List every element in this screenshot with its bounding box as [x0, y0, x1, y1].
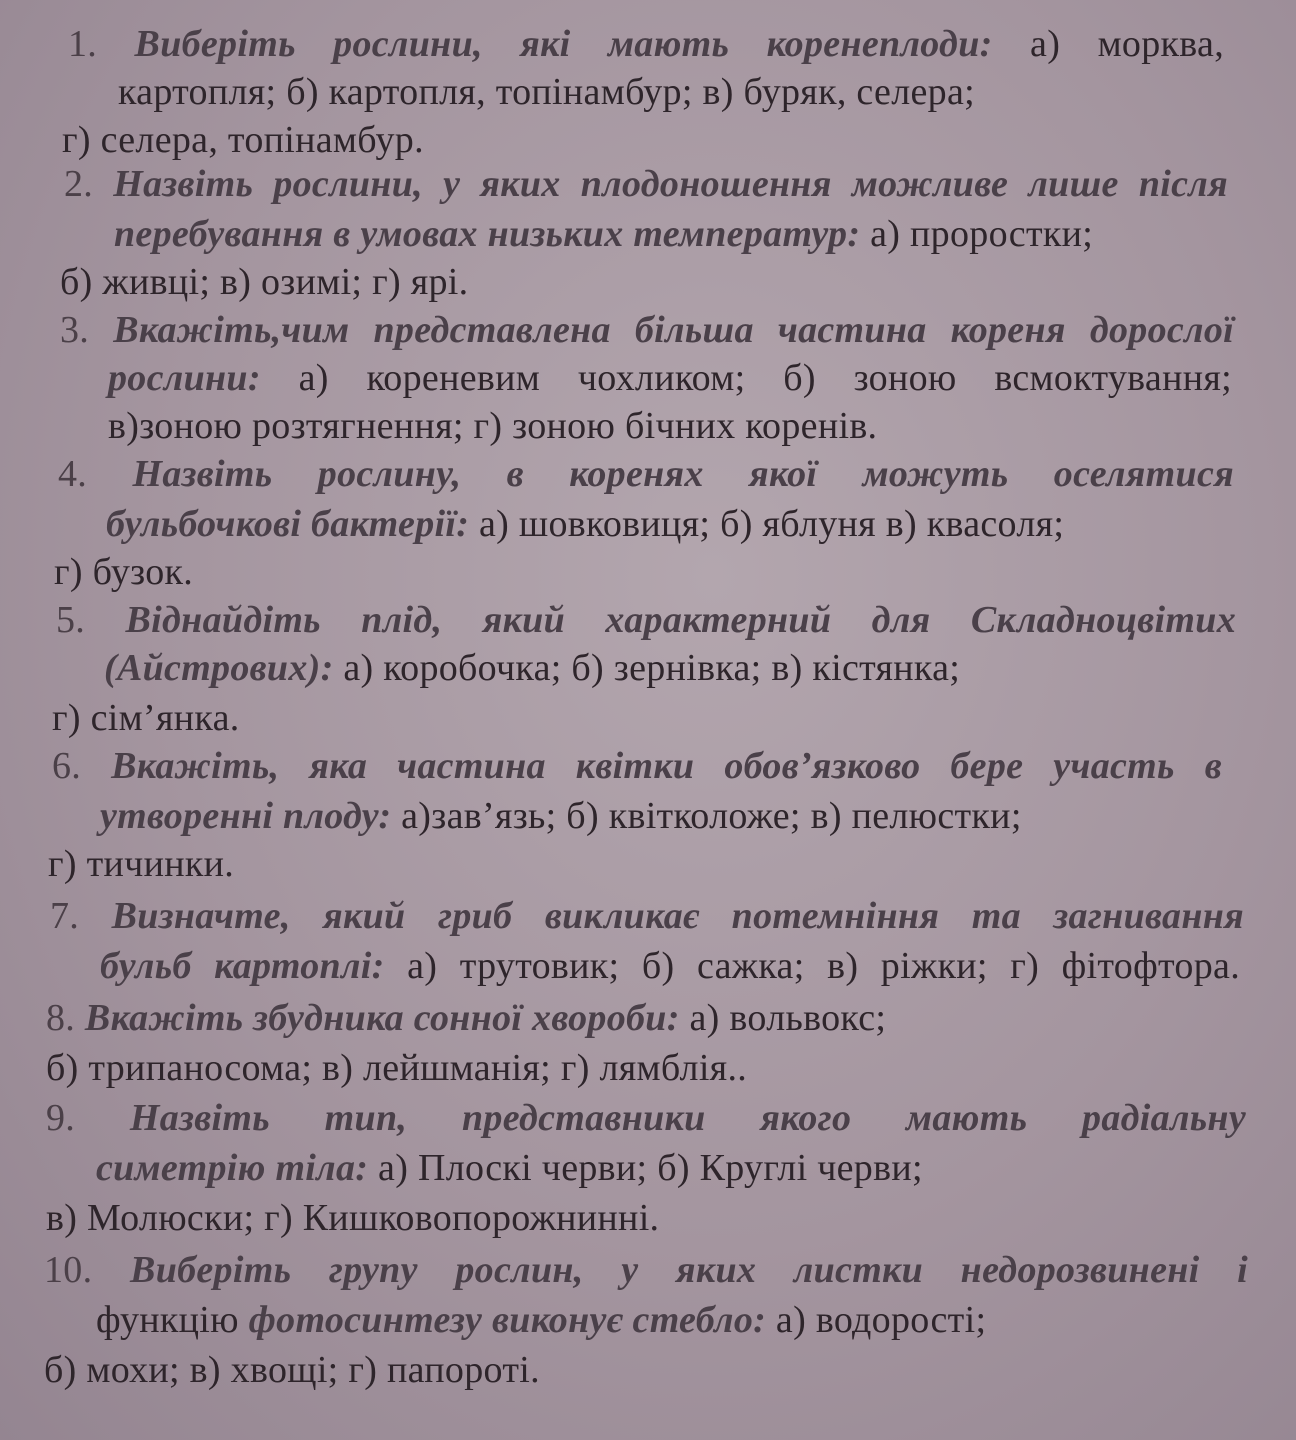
question-number: 3. [60, 309, 90, 351]
question-1-line-2 [118, 68, 975, 116]
answer-text: а)зав’язь; б) квітколоже; в) пелюстки; [401, 795, 1022, 837]
answer-text: б) мохи; в) хвощі; г) папороті. [44, 1349, 540, 1391]
answer-text: а) трутовик; б) сажка; в) ріжки; г) фітофтора. [407, 945, 1240, 987]
question-9-line-1 [46, 1094, 1246, 1142]
answer-text: г) селера, топінамбур. [62, 119, 424, 161]
question-8-line-2 [46, 1044, 747, 1092]
question-3-line-3 [108, 402, 877, 450]
answer-text: а) коробочка; б) зернівка; в) кістянка; [343, 647, 961, 689]
question-number: 6. [52, 745, 82, 787]
question-number: 2. [64, 163, 94, 205]
question-text: рослини: [108, 357, 261, 399]
answer-text: а) кореневим чохликом; б) зоною всмоктування; [298, 357, 1232, 399]
answer-text: функцію [96, 1299, 239, 1341]
question-number: 7. [50, 895, 80, 937]
question-9-line-2 [96, 1144, 923, 1192]
answer-text: а) шовковиця; б) яблуня в) квасоля; [478, 503, 1065, 545]
answer-text: г) бузок. [54, 551, 194, 593]
question-1-line-3 [62, 116, 424, 164]
question-3-line-1 [60, 306, 1234, 354]
question-6-line-3 [48, 840, 234, 888]
question-text: Віднайдіть плід, який характерний для Складноцвітих [125, 599, 1236, 641]
answer-text: г) сім’янка. [52, 697, 240, 739]
answer-text: б) живці; в) озимі; г) ярі. [60, 261, 469, 303]
question-1-line-1 [68, 20, 1224, 68]
question-6-line-2 [100, 792, 1022, 840]
question-text: утворенні плоду: [100, 795, 392, 837]
question-text: Виберіть групу рослин, у яких листки недорозвинені і [130, 1249, 1248, 1291]
question-text: Вкажіть, яка частина квітки обов’язково бере участь в [111, 745, 1222, 787]
question-number: 9. [46, 1097, 76, 1139]
answer-text: а) морква, [1030, 23, 1224, 65]
question-text: Визначте, який гриб викликає потемніння та загнивання [111, 895, 1244, 937]
question-3-line-2 [108, 354, 1232, 402]
answer-text: а) водорості; [775, 1299, 987, 1341]
question-7-line-2 [100, 942, 1240, 990]
question-2-line-1 [64, 160, 1228, 208]
answer-text: б) трипаносома; в) лейшманія; г) лямблія.. [46, 1047, 748, 1089]
question-6-line-1 [52, 742, 1222, 790]
question-2-line-3 [60, 258, 468, 306]
question-4-line-2 [106, 500, 1064, 548]
question-text: Назвіть рослини, у яких плодоношення можливе лише після [113, 163, 1228, 205]
question-9-line-3 [46, 1194, 659, 1242]
question-text: Назвіть рослину, в коренях якої можуть оселятися [132, 453, 1234, 495]
question-text: перебування в умовах низьких температур: [114, 213, 861, 255]
question-text: (Айстрових): [104, 647, 334, 689]
question-number: 10. [44, 1249, 93, 1291]
question-7-line-1 [50, 892, 1244, 940]
question-text: Вкажіть,чим представлена більша частина кореня дорослої [113, 309, 1234, 351]
question-4-line-3 [54, 548, 193, 596]
answer-text: г) тичинки. [48, 843, 235, 885]
question-8-line-1 [46, 994, 886, 1042]
question-text: бульб картоплі: [100, 945, 385, 987]
answer-text: картопля; б) картопля, топінамбур; в) буряк, селера; [118, 71, 975, 113]
question-5-line-1 [56, 596, 1236, 644]
answer-text: в)зоною розтягнення; г) зоною бічних коренів. [108, 405, 878, 447]
answer-text: а) проростки; [870, 213, 1094, 255]
answer-text: а) Плоскі черви; б) Круглі черви; [378, 1147, 923, 1189]
question-10-line-2 [96, 1296, 986, 1344]
question-10-line-3 [44, 1346, 540, 1394]
answer-text: в) Молюски; г) Кишковопорожнинні. [46, 1197, 660, 1239]
question-text: Назвіть тип, представники якого мають радіальну [129, 1097, 1246, 1139]
question-text: фотосинтезу виконує стебло: [248, 1299, 767, 1341]
question-number: 8. [46, 997, 76, 1039]
question-10-line-1 [44, 1246, 1248, 1294]
question-4-line-1 [58, 450, 1234, 498]
question-number: 4. [58, 453, 88, 495]
question-number: 5. [56, 599, 86, 641]
question-text: бульбочкові бактерії: [106, 503, 470, 545]
question-number: 1. [68, 23, 98, 65]
question-5-line-3 [52, 694, 240, 742]
question-text: симетрію тіла: [96, 1147, 369, 1189]
question-5-line-2 [104, 644, 960, 692]
question-text: Виберіть рослини, які мають коренеплоди: [134, 23, 993, 65]
answer-text: а) вольвокс; [689, 997, 887, 1039]
question-text: Вкажіть збудника сонної хвороби: [84, 997, 680, 1039]
question-2-line-2 [114, 210, 1093, 258]
